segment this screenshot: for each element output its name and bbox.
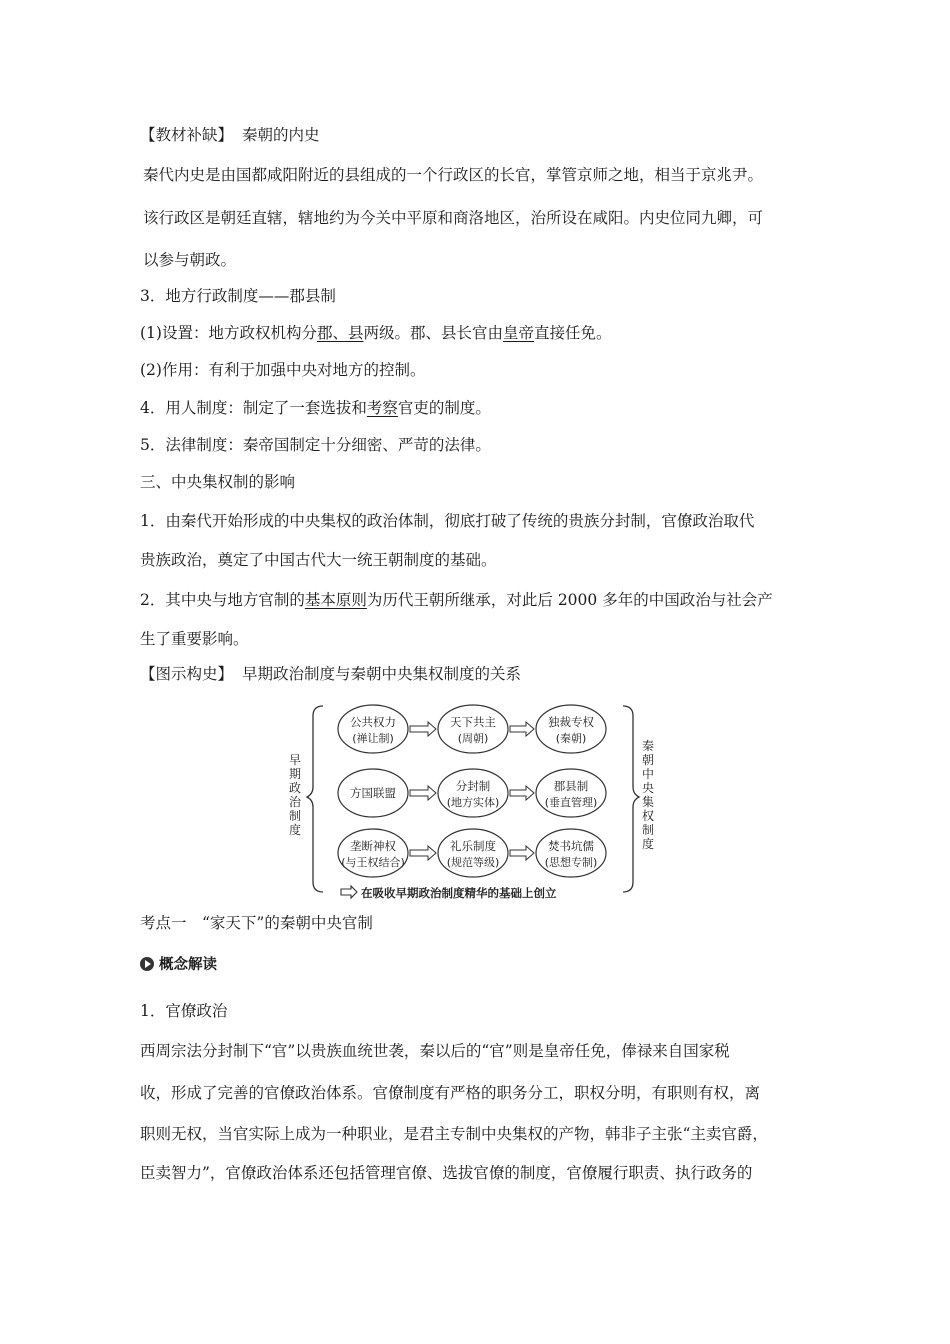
subheading: 1．官僚政治: [140, 1002, 228, 1020]
node-subtitle: (垂直管理): [544, 796, 598, 809]
section-heading-diagram: [140, 664, 521, 684]
list-item-heading: 3．地方行政制度——郡县制: [140, 287, 336, 305]
paragraph-line: 收，形成了完善的官僚政治体系。官僚制度有严格的职务分工，职权分明，有职则有权，离: [140, 1084, 761, 1102]
exam-point-heading: 考点一 “家天下”的秦朝中央官制: [140, 914, 373, 932]
node-title: 公共权力: [350, 715, 396, 729]
node-ellipse: [338, 829, 408, 877]
diagram-node: [438, 829, 508, 877]
diagram-node: [536, 829, 606, 877]
node-subtitle: (规范等级): [446, 856, 500, 869]
hollow-arrow-icon: [510, 722, 534, 736]
node-title: 独裁专权: [548, 715, 594, 729]
node-ellipse: [536, 769, 606, 817]
text-segment: 官吏的制度。: [397, 399, 491, 417]
text-segment: 2．其中央与地方官制的: [140, 591, 305, 609]
paragraph-line: 西周宗法分封制下“官”以贵族血统世袭，秦以后的“官”则是皇帝任免，俸禄来自国家税: [140, 1042, 730, 1060]
vertical-label-char: 权: [641, 809, 655, 823]
concept-heading: [140, 955, 217, 975]
diagram-node: [438, 769, 508, 817]
node-title: 天下共主: [450, 715, 496, 729]
node-ellipse: [438, 705, 508, 753]
underlined-answer: 考察: [366, 399, 398, 417]
paragraph-line: 该行政区是朝廷直辖，辖地约为今关中平原和商洛地区，治所设在咸阳。内史位同九卿，可: [143, 209, 764, 227]
underlined-answer: 基本原则: [304, 591, 367, 609]
diagram-node: [438, 705, 508, 753]
vertical-label-char: 早: [288, 753, 302, 767]
hollow-arrow-icon: [410, 846, 436, 860]
vertical-label-char: 期: [288, 767, 302, 781]
node-title: 礼乐制度: [450, 839, 496, 853]
paragraph-line: 生了重要影响。: [140, 630, 249, 648]
concept-label: 概念解读: [159, 957, 217, 973]
paragraph-line: [140, 590, 773, 610]
underlined-answer: 郡、县: [316, 324, 364, 342]
text-segment: 为历代王朝所继承，对此后 2000 多年的中国政治与社会产: [366, 591, 773, 609]
diagram-node: [338, 705, 408, 753]
section-heading: 三、中央集权制的影响: [140, 473, 296, 491]
paragraph-line: 以参与朝政。: [143, 251, 237, 269]
relationship-diagram: [283, 702, 673, 907]
node-ellipse: [438, 769, 508, 817]
play-circle-icon: [140, 957, 154, 971]
node-subtitle: (与王权结合): [341, 856, 405, 869]
node-title: 分封制: [455, 779, 491, 793]
list-item: (2)作用：有利于加强中央对地方的控制。: [140, 361, 426, 379]
vertical-label-char: 秦: [641, 739, 655, 753]
paragraph-line: 职则无权，当官实际上成为一种职业，是君主专制中央集权的产物，韩非子主张“主卖官爵，: [140, 1125, 768, 1143]
section-title: 早期政治制度与秦朝中央集权制度的关系: [241, 665, 521, 683]
right-vertical-label: [642, 739, 654, 851]
vertical-label-char: 集: [641, 795, 655, 809]
vertical-label-char: 制: [641, 823, 655, 837]
node-subtitle: (周朝): [457, 732, 489, 745]
diagram-node: [338, 829, 408, 877]
list-item: [140, 323, 612, 343]
node-title: 垄断神权: [350, 839, 396, 853]
list-item-heading: [140, 398, 491, 418]
text-segment: (1)设置：地方政权机构分: [140, 324, 317, 342]
node-ellipse: [536, 829, 606, 877]
vertical-label-char: 度: [641, 837, 655, 851]
vertical-label-char: 中: [641, 767, 655, 781]
left-brace: [307, 706, 323, 892]
vertical-label-char: 朝: [641, 753, 655, 767]
diagram-node: [338, 769, 408, 817]
diagram-node: [536, 769, 606, 817]
node-ellipse: [438, 829, 508, 877]
text-segment: 4．用人制度：制定了一套选拔和: [140, 399, 367, 417]
section-tag: 【教材补缺】: [140, 126, 234, 144]
hollow-arrow-icon: [510, 846, 534, 860]
node-title: 焚书坑儒: [548, 839, 594, 853]
right-brace: [623, 706, 639, 892]
paragraph-line: 贵族政治，奠定了中国古代大一统王朝制度的基础。: [140, 551, 497, 569]
node-subtitle: (地方实体): [446, 796, 500, 809]
hollow-arrow-icon: [410, 786, 436, 800]
node-subtitle: (思想专制): [544, 856, 598, 869]
text-segment: 两级。郡、县长官由: [363, 324, 503, 342]
list-item-heading: 5．法律制度：秦帝国制定十分细密、严苛的法律。: [140, 436, 491, 454]
text-segment: 直接任免。: [534, 324, 612, 342]
underlined-answer: 皇帝: [503, 324, 535, 342]
section-title: 秦朝的内史: [241, 126, 320, 144]
section-heading-textbook-supplement: [140, 125, 319, 145]
node-ellipse: [536, 705, 606, 753]
node-subtitle: (秦朝): [555, 732, 587, 745]
node-title: 方国联盟: [350, 786, 396, 800]
vertical-label-char: 治: [288, 795, 302, 809]
vertical-label-char: 央: [641, 781, 655, 795]
diagram-node: [536, 705, 606, 753]
node-ellipse: [338, 705, 408, 753]
node-subtitle: (禅让制): [352, 732, 394, 745]
paragraph-line: 臣卖智力”，官僚政治体系还包括管理官僚、选拔官僚的制度，官僚履行职责、执行政务的: [140, 1164, 753, 1182]
paragraph-line: 秦代内史是由国都咸阳附近的县组成的一个行政区的长官，掌管京师之地，相当于京兆尹。: [143, 166, 764, 184]
left-vertical-label: [289, 753, 302, 837]
node-title: 郡县制: [553, 779, 589, 793]
vertical-label-char: 度: [288, 823, 302, 837]
hollow-arrow-icon: [410, 722, 436, 736]
section-tag: 【图示构史】: [140, 665, 234, 683]
vertical-label-char: 制: [288, 809, 302, 823]
caption-arrow-icon: [341, 886, 357, 898]
hollow-arrow-icon: [510, 786, 534, 800]
vertical-label-char: 政: [288, 781, 302, 795]
diagram-caption: 在吸收早期政治制度精华的基础上创立: [361, 886, 557, 900]
paragraph-line: 1．由秦代开始形成的中央集权的政治体制，彻底打破了传统的贵族分封制，官僚政治取代: [140, 512, 755, 530]
